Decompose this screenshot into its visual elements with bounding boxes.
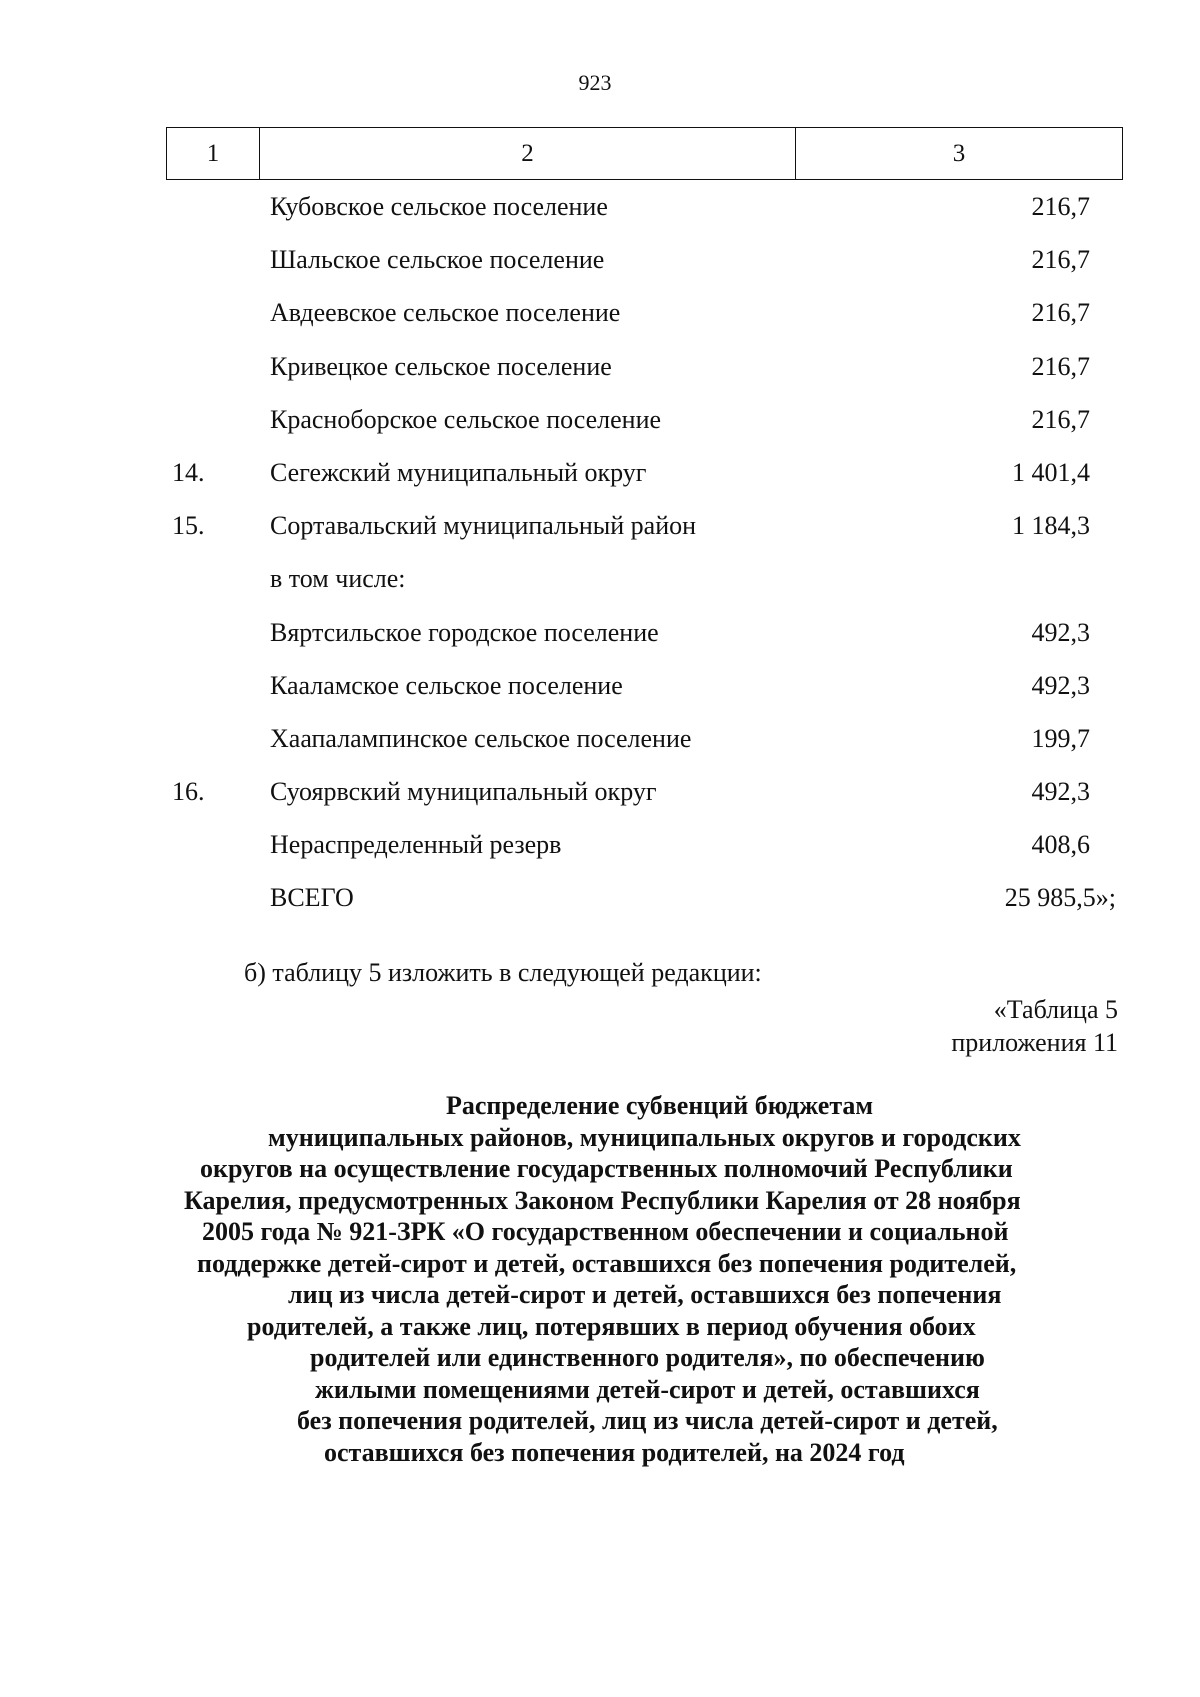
row-value: 216,7: [1031, 298, 1090, 328]
row-number: 16.: [172, 777, 205, 807]
table-row: [0, 552, 1200, 605]
title-line: 2005 года № 921-ЗРК «О государственном обеспечении и социальной: [202, 1217, 1009, 1246]
row-name: Авдеевское сельское поселение: [270, 298, 621, 328]
table-row: [0, 499, 1200, 552]
row-value: 1 401,4: [1012, 457, 1090, 487]
row-number: 14.: [172, 457, 205, 487]
row-value: 216,7: [1031, 245, 1090, 275]
row-name: Сортавальский муниципальный район: [270, 511, 697, 541]
title-line: родителей, а также лиц, потерявших в период обучения обоих: [247, 1311, 976, 1341]
title-line: Распределение субвенций бюджетам: [446, 1091, 874, 1120]
row-value: 408,6: [1031, 830, 1090, 860]
row-name: Суоярвский муниципальный округ: [270, 777, 657, 807]
row-name: Хаапалампинское сельское поселение: [270, 723, 692, 753]
table-row: [0, 606, 1200, 659]
row-name: Кааламское сельское поселение: [270, 670, 623, 700]
row-value: 492,3: [1031, 670, 1090, 700]
row-name: Кубовское сельское поселение: [270, 192, 608, 221]
title-line: родителей или единственного родителя», по обеспечению: [310, 1343, 985, 1372]
page-number: 923: [578, 70, 612, 95]
row-value: 25 985,5»;: [1004, 883, 1116, 913]
row-name: в том числе:: [270, 564, 406, 594]
row-name: Сегежский муниципальный округ: [270, 457, 647, 487]
title-line: поддержке детей-сирот и детей, оставшихся без попечения родителей,: [197, 1248, 1017, 1278]
header-col-3: 3: [796, 128, 1123, 180]
table-row: [0, 340, 1200, 393]
title-line: округов на осуществление государственных полномочий Республики: [200, 1154, 1013, 1183]
row-value: 216,7: [1031, 351, 1090, 381]
row-name: Нераспределенный резерв: [270, 830, 562, 860]
table-row-total: [0, 871, 1200, 924]
amendment-instruction: б) таблицу 5 изложить в следующей редакции:: [244, 958, 762, 987]
table-row: [0, 286, 1200, 339]
table-row: [0, 393, 1200, 446]
row-number: 15.: [172, 511, 205, 541]
row-value: 199,7: [1031, 723, 1090, 753]
table-title: [150, 1090, 1150, 1468]
row-name: Красноборское сельское поселение: [270, 404, 662, 434]
table-row: [0, 659, 1200, 712]
title-line: Карелия, предусмотренных Законом Республики Карелия от 28 ноября: [184, 1185, 1021, 1215]
row-name: ВСЕГО: [270, 883, 354, 913]
table-body: [0, 180, 1200, 925]
row-value: 216,7: [1031, 404, 1090, 434]
table-header: [166, 127, 1123, 180]
title-line: муниципальных районов, муниципальных округов и городских: [268, 1122, 1021, 1152]
table-row: [0, 233, 1200, 286]
row-name: Кривецкое сельское поселение: [270, 351, 612, 381]
table-row: [0, 180, 1200, 233]
row-value: 492,3: [1031, 777, 1090, 807]
title-line: оставшихся без попечения родителей, на 2024 год: [324, 1437, 905, 1467]
title-line: жилыми помещениями детей-сирот и детей, оставшихся: [315, 1374, 980, 1404]
row-name: Вяртсильское городское поселение: [270, 617, 659, 647]
table-row: [0, 818, 1200, 871]
table-row: [0, 765, 1200, 818]
title-line: без попечения родителей, лиц из числа детей-сирот и детей,: [297, 1406, 998, 1435]
row-value: 1 184,3: [1012, 511, 1090, 541]
table-reference-line2: приложения 11: [951, 1028, 1118, 1057]
table-row: [0, 712, 1200, 765]
table-reference-line1: «Таблица 5: [993, 995, 1118, 1024]
header-col-1: 1: [167, 128, 260, 180]
header-col-2: 2: [260, 128, 796, 180]
title-line: лиц из числа детей-сирот и детей, оставшихся без попечения: [288, 1280, 1002, 1309]
row-value: 216,7: [1031, 192, 1090, 221]
row-name: Шальское сельское поселение: [270, 245, 605, 275]
table-row: [0, 446, 1200, 499]
table-reference: [951, 993, 1118, 1059]
row-value: 492,3: [1031, 617, 1090, 647]
